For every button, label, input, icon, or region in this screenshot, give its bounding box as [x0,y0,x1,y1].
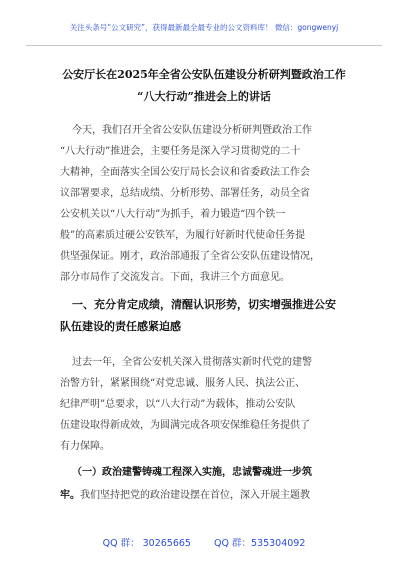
paragraph-line: 般”的高素质过硬公安铁军，为履行好新时代使命任务提 [60,230,306,241]
paragraph-line: 议部署要求，总结成绩、分析形势、部署任务，动员全省 [60,188,310,199]
sub-heading-end: 牢。 [60,490,80,501]
document-title-line-1: 公安厅长在2025年全省公安队伍建设分析研判暨政治工作 [62,68,346,81]
sub-heading-continuation [60,489,310,503]
document-title-line-2: “八大行动”推进会上的讲话 [137,90,271,103]
paragraph-line: 伍建设取得新成效，为圆满完成各项安保维稳任务提供了 [60,420,310,431]
paragraph-line: 公安机关以“八大行动”为抓手，着力锻造“四个铁一 [60,209,286,220]
paragraph-line: 纪律严明”总要求，以“八大行动”为载体，推动公安队 [60,399,296,410]
paragraph-line: 治警方针，紧紧围绕“对党忠诚、服务人民、执法公正、 [60,378,306,389]
paragraph-line: 供坚强保证。刚才，政治部通报了全省公安队伍建设情况， [60,251,320,262]
paragraph-line: 今天，我们召开全省公安队伍建设分析研判暨政治工作 [72,125,312,136]
paragraph-line: 大精神，全面落实全国公安厅局长会议和省委政法工作会 [60,167,310,178]
heading-line: 队伍建设的责任感紧迫感 [60,320,181,333]
sub-heading-line: （一）政治建警铸魂工程深入实施，忠诚警魂进一步筑 [72,467,312,478]
paragraph-line: 部分市局作了交流发言。下面，我讲三个方面意见。 [60,272,290,283]
paragraph-line: 过去一年，全省公安机关深入贯彻落实新时代党的建警 [72,357,312,368]
qq-group-2: QQ 群：535304092 [214,538,306,549]
paragraph-line: 有力保障。 [60,441,110,452]
qq-group-1: QQ 群： 30265665 [102,538,191,549]
header-banner: 关注头条号“公文研究”，获得最新最全最专业的公文资料库！ 微信：gongwenyj [69,23,339,32]
footer-contact [0,535,408,549]
paragraph-text: 我们坚持把党的政治建设摆在首位，深入开展主题教 [80,490,310,501]
header-divider [26,45,382,46]
paragraph-line: “八大行动”推进会，主要任务是深入学习贯彻党的二十 [60,146,301,157]
heading-line: 一、充分肯定成绩，清醒认识形势，切实增强推进公安 [72,298,336,311]
